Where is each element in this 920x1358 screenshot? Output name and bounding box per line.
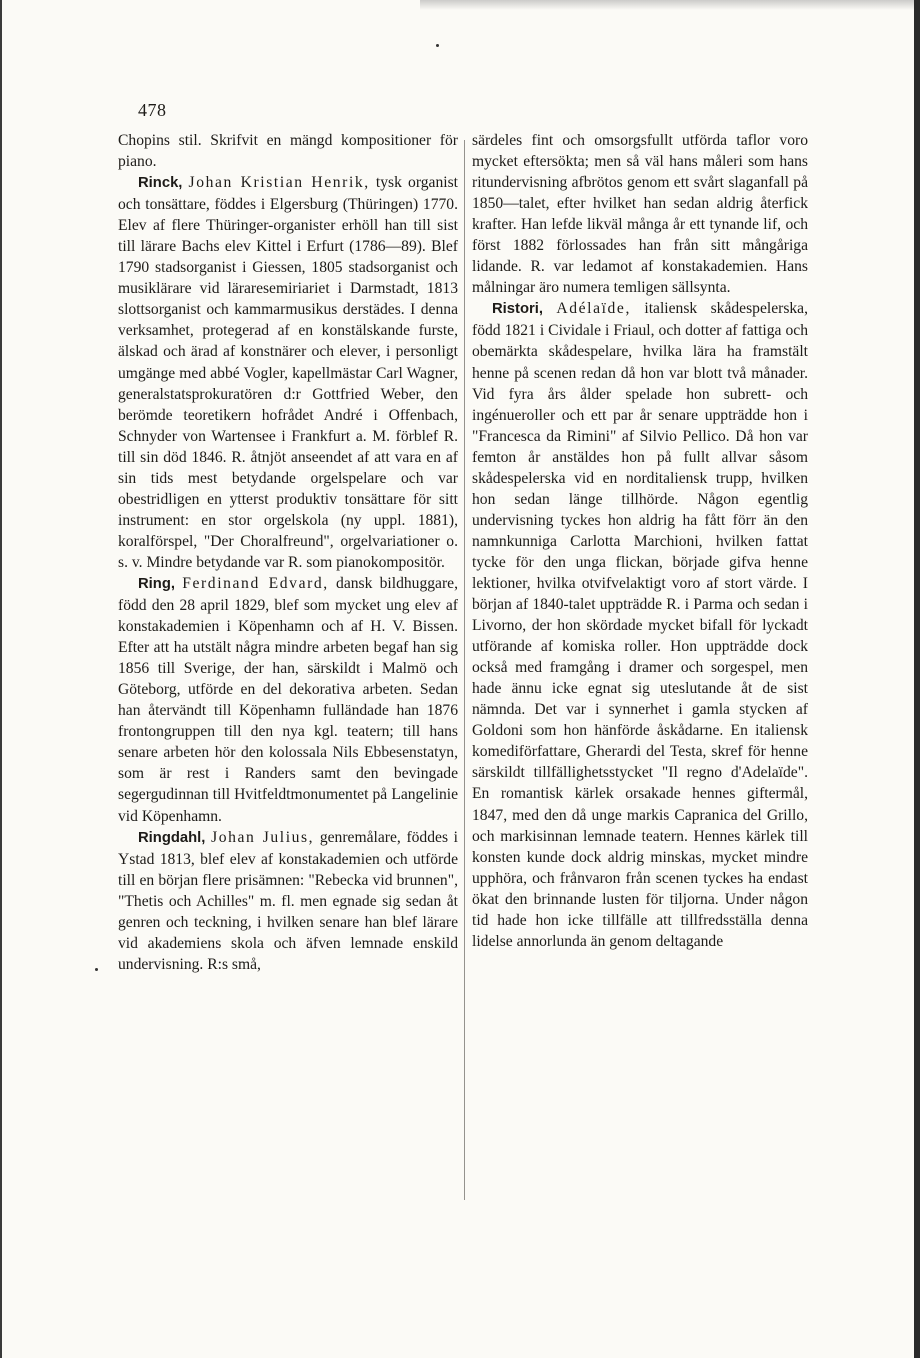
entry-ringdahl xyxy=(118,827,458,975)
entry-headword: Ring, xyxy=(138,575,175,592)
entry-name: Adélaïde, xyxy=(556,300,631,318)
entry-body: dansk bildhuggare, född den 28 april 1829, blef som mycket ung elev af konstakademien i Köpenhamn och af H. V. Bissen. Efter att ha utstält några mindre arbeten begaf han sig 1856 till Sverige, der han, särskildt i Malmö och Göteborg, utförde en del dekorativa arbeten. Sedan han återvändt till Köpenhamn fulländade han 1876 frontongruppen till den nya kgl. teatern; till hans senare arbeten hör den kolossala Nils Ebbesenstatyn, som är rest i Randers samt den bevingade segergudinnan till Hvitfeldtmonumentet på Langelinie vid Köpenhamn. xyxy=(118,574,458,825)
left-column xyxy=(118,130,458,975)
entry-name: Johan Julius, xyxy=(211,828,315,846)
scan-top-shadow xyxy=(420,0,920,10)
entry-rinck xyxy=(118,172,458,573)
entry-body: genremålare, föddes i Ystad 1813, blef elev af konstakademien och utförde till en början flere prisämnen: "Rebecka vid brunnen", "Thetis och Achilles" m. fl. men egnade sig sedan åt genren och teckning, i hvilken senare han blef lärare vid akademiens skola och äfven lemnade enskild undervisning. R:s små, xyxy=(118,828,458,973)
entry-ristori xyxy=(472,298,808,951)
print-speck xyxy=(95,968,98,971)
continuation-text: särdeles fint och omsorgsfullt utförda taflor voro mycket eftersökta; men så väl hans måleri som hans ritundervisning afbrötos genom ett svårt slaganfall på 1850—talet, efter hvilket han sedan aldrig återfick krafter. Han lefde likväl många år ett tynande lif, och först 1882 förlossades han från sitt mångåriga lidande. R. var ledamot af konstakademien. Hans målningar äro numera temligen sällsynta. xyxy=(472,132,808,297)
print-speck xyxy=(436,44,439,47)
page-number: 478 xyxy=(138,100,167,120)
entry-body: italiensk skådespelerska, född 1821 i Cividale i Friaul, och dotter af fattiga och obemärkta skådespelare, hvilka lära ha framstält henne på scenen redan då hon var blott två månader. Vid fyra års ålder spelade hon subrett- och ingénueroller och ett par år senare uppträdde hon i "Francesca da Rimini" af Silvio Pellico. Då hon var femton år anstäldes hon på fullt allvar såsom skådespelerska vid en norditaliensk trupp, hvilken hon sedan länge tillhörde. Någon egentlig undervisning tyckes hon aldrig ha fått förr än den namnkunniga Carlotta Marchioni, hvilken fattat tycke för den unga flickan, började gifva henne lektioner, hvilka otvifvelaktigt voro af stort värde. I början af 1840-talet uppträdde R. i Parma och sedan i Livorno, der hon skördade mycket bifall för lyckadt utförande af komiska roller. Hon uppträdde dock också med framgång i dramer och sorgespel, men hade ännu icke egnat sig uteslutande åt de sist nämnda. Det var i synnerhet i gamla stycken af Goldoni som hon hänförde åskådarne. En italiensk komediförfattare, Gherardi del Testa, skref för henne särskildt tillfällighetsstycket "Il regno d'Adelaïde". En romantisk kärlek orsakade hennes giftermål, 1847, med den då unge markis Capranica del Grillo, och markisinnan lemnade teatern. Hennes kärlek till konsten kunde dock aldrig minskas, mycket mindre upphöra, och frånvaron från scenen tyckes ha endast ökat den brinnande lusten för tiljorna. Under någon tid hade hon icke tillfälle att tillfredsställa denna lidelse annorlunda än genom deltagande xyxy=(472,300,808,950)
entry-headword: Ringdahl, xyxy=(138,829,206,846)
entry-name: Johan Kristian Henrik, xyxy=(188,174,370,192)
right-column xyxy=(472,130,808,952)
column-divider xyxy=(464,140,465,1200)
entry-name: Ferdinand Edvard, xyxy=(182,574,329,592)
entry-ring xyxy=(118,573,458,827)
continuation-text: Chopins stil. Skrifvit en mängd kompositioner för piano. xyxy=(118,132,458,171)
entry-headword: Ristori, xyxy=(492,301,543,318)
entry-headword: Rinck, xyxy=(138,175,183,192)
entry-body: tysk organist och tonsättare, föddes i Elgersburg (Thüringen) 1770. Elev af flere Thüringer-organister erhöll han till sist till lärare Bachs elev Kittel i Erfurt (1786—89). Blef 1790 stadsorganist i Giessen, 1805 stadsorganist och musiklärare vid läraresemiriariet i Darmstadt, 1813 slottsorganist och kammarmusikus derstädes. I denna verksamhet, protegerad af en konstälskande furste, älskad och ärad af konstnärer och elever, i personligt umgänge med abbé Vogler, kapellmästar Carl Wagner, generalstatsprokuratören d:r Gottfried Weber, den berömde teoretikern hofrådet André i Offenbach, Schnyder von Wartensee i Frankfurt a. M. förblef R. till sin död 1846. R. åtnjöt anseendet af att vara en af sin tids mest betydande orgelspelare och var obestridligen en ytterst produktiv tonsättare för sitt instrument: en stor orgelskola (ny uppl. 1881), koralförspel, "Der Choralfreund", orgelvariationer o. s. v. Mindre betydande var R. som pianokompositör. xyxy=(118,174,458,571)
